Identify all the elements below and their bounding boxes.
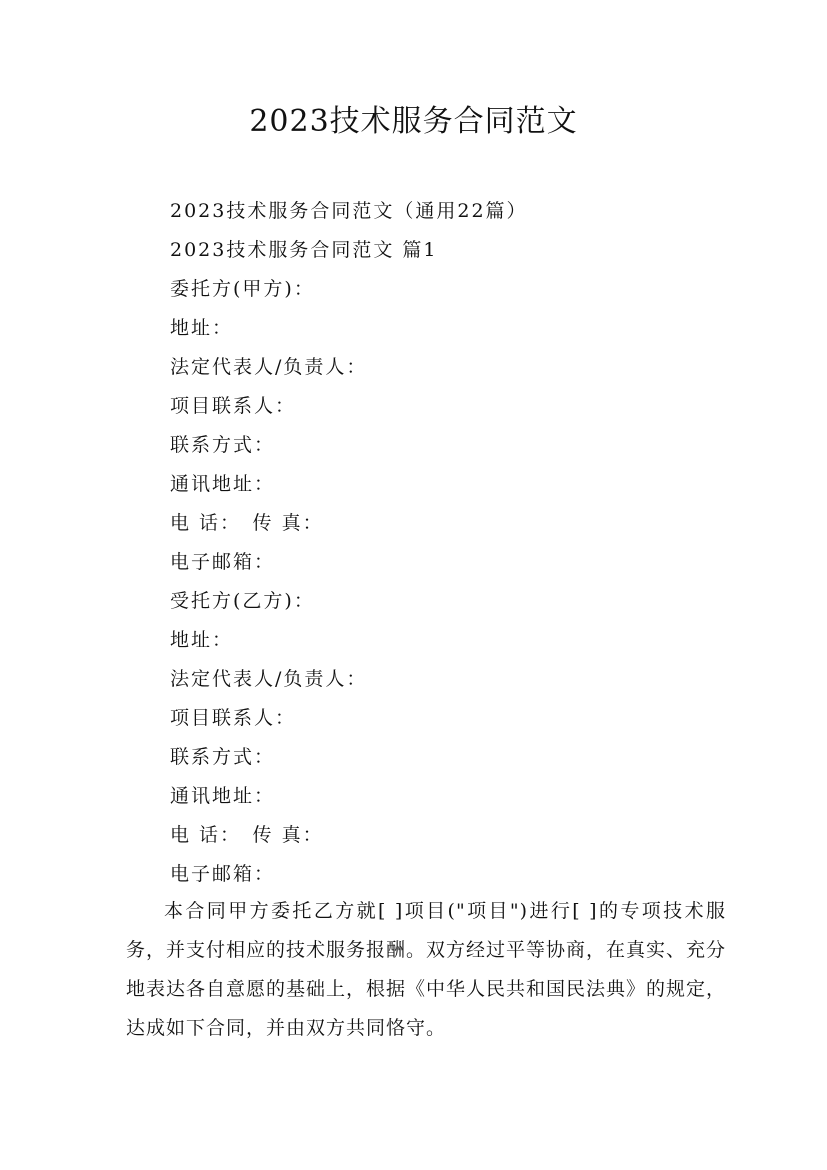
document-title: 2023技术服务合同范文 [249, 104, 578, 139]
party-b-mailing-address: 通讯地址： [170, 785, 276, 807]
party-a-legal-rep: 法定代表人/负责人： [170, 356, 368, 378]
party-a-phone-fax: 电 话： 传 真： [170, 512, 324, 534]
party-b-legal-rep: 法定代表人/负责人： [170, 668, 368, 690]
party-b-email: 电子邮箱： [170, 863, 276, 885]
party-a-address: 地址： [170, 317, 234, 339]
party-a-email: 电子邮箱： [170, 551, 276, 573]
party-b-contact-method: 联系方式： [170, 746, 276, 768]
party-b-project-contact: 项目联系人： [170, 707, 297, 729]
party-b-label: 受托方(乙方)： [170, 590, 315, 612]
party-a-mailing-address: 通讯地址： [170, 473, 276, 495]
contract-intro-paragraph: 本合同甲方委托乙方就[ ]项目("项目")进行[ ]的专项技术服务，并支付相应的技术服务报酬。双方经过平等协商，在真实、充分地表达各自意愿的基础上，根据《中华人民共和国民法典》的规定，达成如下合同，并由双方共同恪守。 [126, 900, 727, 1039]
party-a-project-contact: 项目联系人： [170, 395, 297, 417]
party-a-label: 委托方(甲方)： [170, 278, 315, 300]
subtitle-line: 2023技术服务合同范文（通用22篇） [170, 200, 528, 222]
party-a-contact-method: 联系方式： [170, 434, 276, 456]
party-b-phone-fax: 电 话： 传 真： [170, 824, 324, 846]
contract-header-lines [170, 192, 770, 894]
section-heading: 2023技术服务合同范文 篇1 [170, 239, 438, 261]
party-b-address: 地址： [170, 629, 234, 651]
